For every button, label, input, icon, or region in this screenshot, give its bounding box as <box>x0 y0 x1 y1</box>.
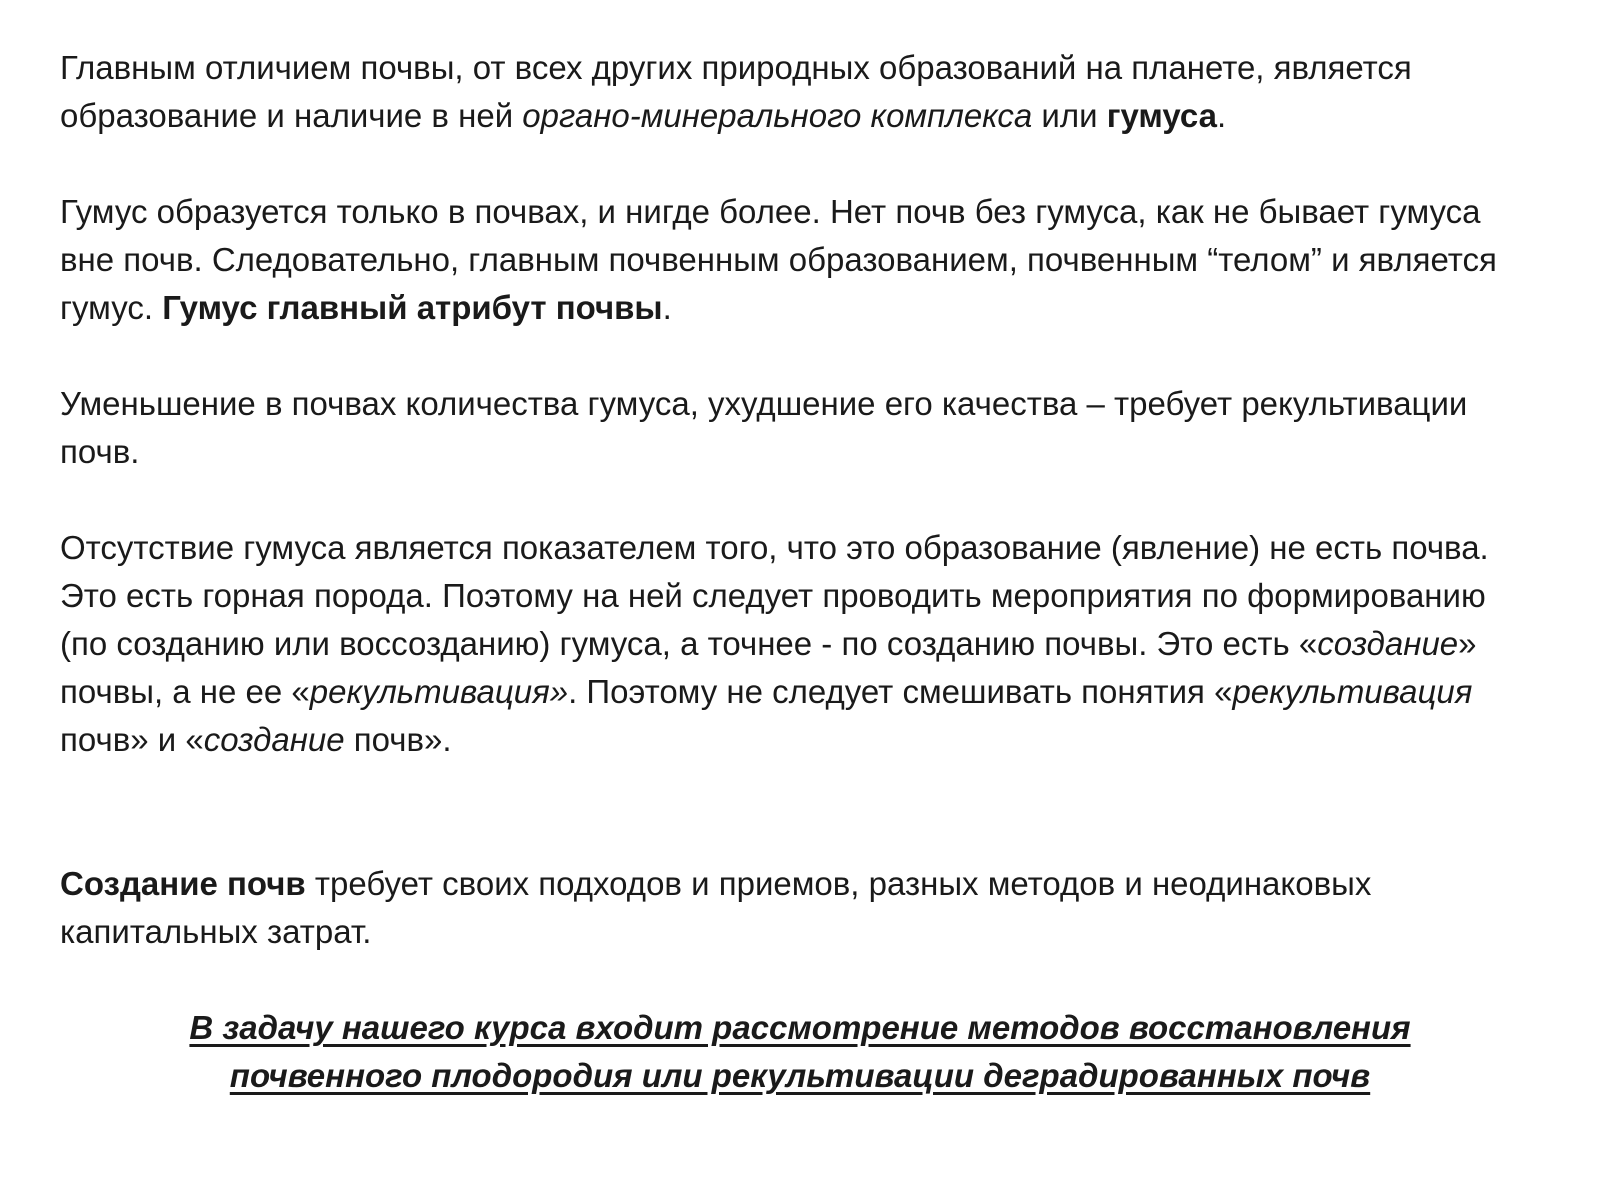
text-run: » почвы, а не ее « <box>60 625 1477 710</box>
italic-term-recultivation: рекультивация» <box>309 673 569 710</box>
text-run: почв». <box>344 721 452 758</box>
text-run: Отсутствие гумуса является показателем того, что это образование (явление) не есть почва. Это есть горная порода. Поэтому на ней следует проводить мероприятия по формированию (по созданию или воссозданию) гумуса, а точнее - по созданию почвы. Это есть « <box>60 529 1489 662</box>
italic-term-creation: создание <box>203 721 345 758</box>
text-run: . <box>1216 97 1227 134</box>
spacer <box>60 956 1540 1004</box>
text-run: или <box>1032 97 1107 134</box>
text-run: Гумус образуется только в почвах, и нигде более. Нет почв без гумуса, как не бывает гумуса вне почв. Следовательно, главным почвенным образованием, почвенным “телом” и является гумус. <box>60 193 1497 326</box>
text-run: . Поэтому не следует смешивать понятия « <box>568 673 1233 710</box>
bold-statement-humus-attribute: Гумус главный атрибут почвы <box>162 289 663 326</box>
text-run: требует своих подходов и приемов, разных методов и неодинаковых капитальных затрат. <box>60 865 1372 950</box>
spacer <box>60 332 1540 380</box>
paragraph-humus-absence <box>60 524 1540 764</box>
paragraph-humus-formation <box>60 188 1540 332</box>
text-run: почв» и « <box>60 721 204 758</box>
spacer <box>60 764 1540 860</box>
paragraph-humus-difference <box>60 44 1540 140</box>
course-goal-statement: В задачу нашего курса входит рассмотрение методов восстановления почвенного плодородия или рекультивации деградированных почв <box>189 1009 1411 1094</box>
bold-term-humus: гумуса <box>1106 97 1217 134</box>
italic-term-creation: создание <box>1317 625 1459 662</box>
spacer <box>60 140 1540 188</box>
paragraph-humus-decrease <box>60 380 1540 476</box>
bold-term-soil-creation: Создание почв <box>60 865 306 902</box>
italic-term-recultivation: рекультивация <box>1232 673 1473 710</box>
italic-term-organo-mineral-complex: органо-минерального комплекса <box>522 97 1033 134</box>
paragraph-soil-creation <box>60 860 1540 956</box>
text-run: Уменьшение в почвах количества гумуса, ухудшение его качества – требует рекультивации почв. <box>60 385 1468 470</box>
text-run: Главным отличием почвы, от всех других природных образований на планете, является образование и наличие в ней <box>60 49 1412 134</box>
text-run: . <box>662 289 672 326</box>
spacer <box>60 476 1540 524</box>
